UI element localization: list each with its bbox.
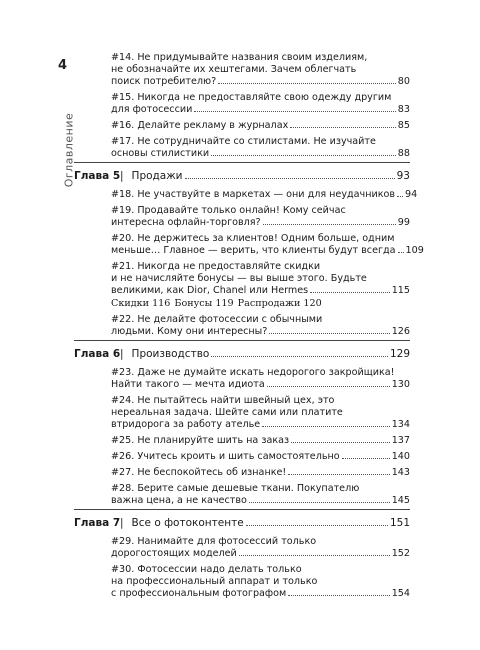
- entry-line: не обозначайте их хештегами. Зачем облегчать: [111, 64, 357, 75]
- chapter-title: Продажи: [131, 170, 183, 182]
- entry-line: #17. Не сотрудничайте со стилистами. Не изучайте: [111, 136, 376, 147]
- page-ref: 154: [391, 588, 410, 599]
- leader-dots: [397, 196, 403, 197]
- table-of-contents: [74, 52, 424, 604]
- toc-entry[interactable]: [110, 261, 410, 310]
- page-ref: 143: [391, 467, 410, 478]
- entry-line: на профессиональный аппарат и только: [111, 576, 318, 587]
- page-ref: 129: [389, 348, 410, 360]
- toc-entry[interactable]: [110, 395, 410, 431]
- chapter-separator: |: [120, 517, 124, 529]
- entry-line: поиск потребителю?: [111, 76, 217, 87]
- toc-entry[interactable]: [110, 92, 410, 116]
- page-ref: 152: [391, 548, 410, 559]
- chapter-title: Все о фотоконтенте: [131, 517, 244, 529]
- page-number: 4: [58, 58, 68, 73]
- chapter-label: Глава 7: [74, 517, 121, 529]
- page-ref: 115: [391, 285, 410, 296]
- page-ref: 134: [391, 419, 410, 430]
- entry-line: #28. Берите самые дешевые ткани. Покупателю: [111, 483, 360, 494]
- page-ref: 140: [391, 451, 410, 462]
- leader-dots: [288, 595, 389, 596]
- toc-entry[interactable]: [110, 205, 410, 229]
- chapter-separator: |: [120, 348, 124, 360]
- toc-entry[interactable]: [110, 451, 410, 463]
- toc-entry[interactable]: [110, 367, 410, 391]
- entry-line: Найти такого — мечта идиота: [111, 379, 265, 390]
- chapter-separator: |: [120, 170, 124, 182]
- entry-line: #14. Не придумывайте названия своим изделиям,: [111, 52, 368, 63]
- entry-line: #16. Делайте рекламу в журналах: [111, 120, 289, 131]
- leader-dots: [185, 178, 395, 179]
- entry-line: #25. Не планируйте шить на заказ: [111, 435, 290, 446]
- entry-line: людьми. Кому они интересны?: [111, 326, 268, 337]
- leader-dots: [269, 333, 389, 334]
- leader-dots: [211, 356, 388, 357]
- toc-entry[interactable]: [110, 564, 410, 600]
- leader-dots: [211, 155, 396, 156]
- entry-line: #27. Не беспокойтесь об изнанке!: [111, 467, 287, 478]
- side-title: Оглавление: [62, 112, 76, 188]
- entry-line: втридорога за работу ателье: [111, 419, 261, 430]
- leader-dots: [342, 458, 390, 459]
- chapter-label: Глава 6: [74, 348, 121, 360]
- page-ref: 85: [397, 120, 410, 131]
- entry-line: великими, как Dior, Chanel или Hermes: [111, 285, 309, 296]
- chapter-heading[interactable]: [74, 342, 410, 361]
- chapter-label: Глава 5: [74, 170, 121, 182]
- chapter-heading[interactable]: [74, 164, 410, 183]
- page-ref: 130: [391, 379, 410, 390]
- page-ref: 151: [389, 517, 410, 529]
- entry-line: #23. Даже не думайте искать недорогого закройщика!: [111, 367, 395, 378]
- toc-entry[interactable]: [110, 136, 410, 160]
- chapter-rule: [74, 509, 410, 510]
- entry-line: интересна офлайн-торговля?: [111, 217, 261, 228]
- toc-entry[interactable]: [110, 483, 410, 507]
- leader-dots: [310, 292, 390, 293]
- entry-line: дорогостоящих моделей: [111, 548, 237, 559]
- page-ref: 88: [397, 148, 410, 159]
- page-ref: 137: [391, 435, 410, 446]
- leader-dots: [249, 502, 390, 503]
- leader-dots: [194, 111, 395, 112]
- chapter-title: Производство: [131, 348, 210, 360]
- leader-dots: [218, 83, 396, 84]
- toc-entry[interactable]: [110, 233, 424, 257]
- toc-entry[interactable]: [110, 189, 418, 201]
- chapter-rule: [74, 340, 410, 341]
- entry-line: основы стилистики: [111, 148, 210, 159]
- chapter-heading[interactable]: [74, 511, 410, 530]
- entry-line: #18. Не участвуйте в маркетах — они для неудачников: [111, 189, 396, 200]
- entry-line: #15. Никогда не предоставляйте свою одежду другим: [111, 92, 392, 103]
- chapter-rule: [74, 162, 410, 163]
- page-ref: 93: [396, 170, 410, 182]
- subtopic: Распродажи 120: [237, 298, 322, 309]
- toc-entry[interactable]: [110, 120, 410, 132]
- page-ref: 109: [405, 245, 424, 256]
- subtopic: Скидки 116: [111, 298, 171, 309]
- leader-dots: [291, 442, 390, 443]
- leader-dots: [262, 426, 390, 427]
- leader-dots: [290, 127, 396, 128]
- entry-line: важна цена, а не качество: [111, 495, 247, 506]
- entry-line: с профессиональным фотографом: [111, 588, 287, 599]
- toc-entry[interactable]: [110, 435, 410, 447]
- entry-line: #22. Не делайте фотосессии с обычными: [111, 314, 323, 325]
- entry-line: меньше… Главное — верить, что клиенты будут всегда: [111, 245, 396, 256]
- entry-line: #29. Нанимайте для фотосессий только: [111, 536, 317, 547]
- entry-line: #21. Никогда не предоставляйте скидки: [111, 261, 321, 272]
- page-ref: 94: [405, 189, 418, 200]
- entry-line: #20. Не держитесь за клиентов! Одним больше, одним: [111, 233, 395, 244]
- toc-entry[interactable]: [110, 467, 410, 479]
- entry-line: #30. Фотосессии надо делать только: [111, 564, 302, 575]
- leader-dots: [239, 555, 390, 556]
- leader-dots: [398, 252, 404, 253]
- leader-dots: [246, 525, 388, 526]
- entry-line: #26. Учитесь кроить и шить самостоятельно: [111, 451, 340, 462]
- page-ref: 83: [397, 104, 410, 115]
- page-ref: 126: [391, 326, 410, 337]
- subtopic: Бонусы 119: [174, 298, 234, 309]
- toc-entry[interactable]: [110, 52, 410, 88]
- leader-dots: [263, 224, 396, 225]
- subtopics-line: [111, 298, 410, 310]
- entry-line: и не начисляйте бонусы — вы выше этого. Будьте: [111, 273, 367, 284]
- page-ref: 99: [397, 217, 410, 228]
- page-ref: 80: [397, 76, 410, 87]
- entry-line: #24. Не пытайтесь найти швейный цех, это: [111, 395, 335, 406]
- page-ref: 145: [391, 495, 410, 506]
- leader-dots: [288, 474, 389, 475]
- toc-entry[interactable]: [110, 314, 410, 338]
- leader-dots: [267, 386, 390, 387]
- toc-entry[interactable]: [110, 536, 410, 560]
- entry-line: нереальная задача. Шейте сами или платите: [111, 407, 343, 418]
- entry-line: #19. Продавайте только онлайн! Кому сейчас: [111, 205, 346, 216]
- entry-line: для фотосессии: [111, 104, 193, 115]
